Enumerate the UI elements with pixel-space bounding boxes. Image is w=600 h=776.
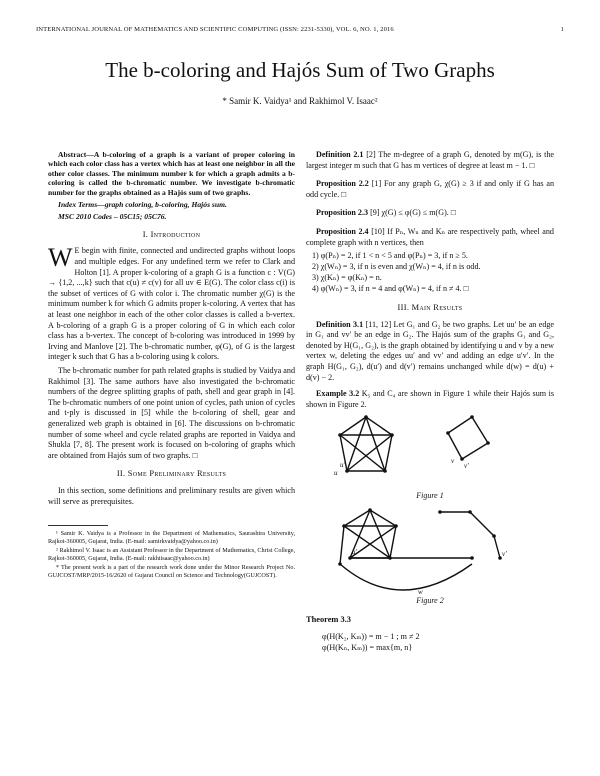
vertex-label-v-prime: v′ (464, 462, 469, 471)
figure-2-caption: Figure 2 (416, 595, 444, 605)
footnote-1: ¹ Samir K. Vaidya is a Professor in the Department of Mathematics, Saurashtra University, Rajkot-360005, Gujarat, India. (E-mail: samirkvaidya@yahoo.co.in) (48, 530, 295, 545)
index-terms: Index Terms—graph coloring, b-coloring, Hajós sum. (58, 200, 227, 210)
right-column (306, 150, 554, 653)
section-heading-main-results: III. Main Results (397, 303, 463, 313)
proposition-list (312, 251, 554, 295)
figure-1-graph (330, 413, 530, 491)
section-heading-introduction: I. Introduction (142, 229, 201, 239)
preliminary-paragraph: In this section, some definitions and preliminary results are given which will serve as prerequisites. (48, 485, 295, 506)
figure-2 (306, 506, 554, 607)
figure-2-graph (330, 506, 530, 596)
example-3-2: Example 3.2 K₅ and C₄ are shown in Figure 1 while their Hajós sum is shown in Figure 2. (306, 389, 554, 409)
paper-title: The b-coloring and Hajós Sum of Two Graphs (105, 58, 495, 82)
authors: * Samir K. Vaidya¹ and Rakhimol V. Isaac² (222, 96, 378, 106)
theorem-equation-2: φ(H(Kₙ, Kₘ)) = max{m, n} (322, 643, 413, 653)
list-item: 3) χ(Kₙ) = φ(Kₙ) = n. (312, 273, 382, 283)
proposition-2-3: Proposition 2.3 [9] χ(G) ≤ φ(G) ≤ m(G). □ (316, 208, 456, 218)
theorem-3-3-heading: Theorem 3.3 (306, 614, 351, 624)
intro-paragraph-1 (48, 243, 295, 363)
list-item: 4) φ(Wₙ) = 3, if n = 4 and φ(Wₙ) = 4, if n ≠ 4. □ (312, 284, 469, 294)
footnote-2: ² Rakhimol V. Isaac is an Assistant Professor in the Department of Mathematics, Christ College, Rajkot-360005, Gujarat, India. (E-mail: rakhiisaac@yahoo.co.in) (48, 547, 295, 562)
vertex-label-v: v (451, 457, 455, 466)
footnote-3: * The present work is a part of the research work done under the Minor Research Project No. GUJCOST/MRP/2015-16/2620 of Gujarat Council on Science and Technology(GUJCOST). (48, 564, 295, 580)
vertex-label-u-prime-2: u′ (352, 547, 358, 556)
definition-3-1: Definition 3.1 [11, 12] Let G₁ and G₂ be two graphs. Let uu′ be an edge in G₁ and vv′ be an edge in G₂. The Hajós sum of the graphs G₁ and G₂, denoted by H(G₁, G₂), is the graph obtained by identifying u and v by a new vertex w, deleting the edges uu′ and vv′ and adding an edge u′v′. In the graph H(G₁, G₂), d(u′) and d(v′) remains unchanged while d(w) = d(u) + d(v) − 2. (306, 319, 555, 382)
list-item: 2) χ(Wₙ) = 3, if n is even and χ(Wₙ) = 4, if n is odd. (312, 262, 481, 272)
footnote-rule (48, 525, 108, 526)
drop-cap: W (48, 243, 73, 273)
page-number: 1 (560, 26, 564, 33)
intro-paragraph-2: The b-chromatic number for path related graphs is studied by Vaidya and Rakhimol [3]. The same authors have also investigated the b-chromatic numbers of the degree splitting graphs of path, shell and gear graph in [4]. The b-chromatic numbers of one point union of cycles, path union of cycles and t-ply is discussed in [5] while the b-coloring of shell, gear and generalized web graph is obtained in [6]. The discussions on b-chromatic number of some wheel and cycle related graphs are reported in Vaidya and Shukla [7, 8]. The present work is focused on b-coloring of graphs which are obtained from Hajós sum of two graphs. □ (48, 365, 295, 460)
theorem-equation-1: φ(H(K₂, Kₘ)) = m − 1 ; m ≠ 2 (322, 632, 420, 642)
abstract: Abstract—A b-coloring of a graph is a variant of proper coloring in which each color class has a vertex which has at least one neighbor in all the other color classes. The minimum number k for which a graph admits a b-coloring is called the b-chromatic number. We investigate b-chromatic number for the graphs obtained as a Hajós sum of two graphs. (48, 150, 295, 197)
proposition-2-2: Proposition 2.2 [1] For any graph G, χ(G) ≥ 3 if and only if G has an odd cycle. □ (306, 179, 554, 199)
proposition-2-4: Proposition 2.4 [10] If Pₙ, Wₙ and Kₙ are respectively path, wheel and complete graph with n vertices, then (306, 226, 554, 247)
journal-header: INTERNATIONAL JOURNAL OF MATHEMATICS AND SCIENTIFIC COMPUTING (ISSN: 2231-5330), VOL. 6, NO. 1, 2016 (36, 26, 394, 33)
definition-2-1: Definition 2.1 [2] The m-degree of a graph G, denoted by m(G), is the largest integer m such that G has m vertices of degree at least m − 1. □ (306, 150, 554, 170)
intro-text-1: E begin with finite, connected and undirected graphs without loops and multiple edges. For any undefined term we refer to Clark and Holton [1]. A proper k-coloring of a graph G is a function c : V(G) → {1,2, ...,k} such that c(u) ≠ c(v) for all uv ∈ E(G). The color class c(i) is the subset of vertices of G with color i. The chromatic number χ(G) is the minimum number k for which G admits proper k-coloring. A vertex that has at least one neighbor in each of the other color classes is called a b-vertex. A b-coloring of a graph G is a proper coloring of G in which each color class has a b-vertex. The concept of b-coloring was introduced in 1999 by Irving and Manlove [2]. The b-chromatic number, φ(G), of G is the largest integer k such that G has a b-coloring using k colors. (48, 246, 295, 362)
left-column (48, 150, 295, 582)
section-heading-preliminary: II. Some Preliminary Results (116, 469, 227, 479)
vertex-label-v-prime-2: v′ (502, 549, 507, 558)
running-header (36, 26, 564, 33)
vertex-label-w: w (418, 587, 423, 596)
figure-1 (306, 413, 554, 502)
list-item: 1) φ(Pₙ) = 2, if 1 < n < 5 and φ(Pₙ) = 3, if n ≥ 5. (312, 251, 468, 261)
figure-1-caption: Figure 1 (416, 491, 444, 501)
vertex-label-u: u (334, 469, 338, 478)
vertex-label-u-prime: u′ (340, 461, 346, 470)
msc-codes: MSC 2010 Codes – 05C15; 05C76. (58, 212, 167, 222)
